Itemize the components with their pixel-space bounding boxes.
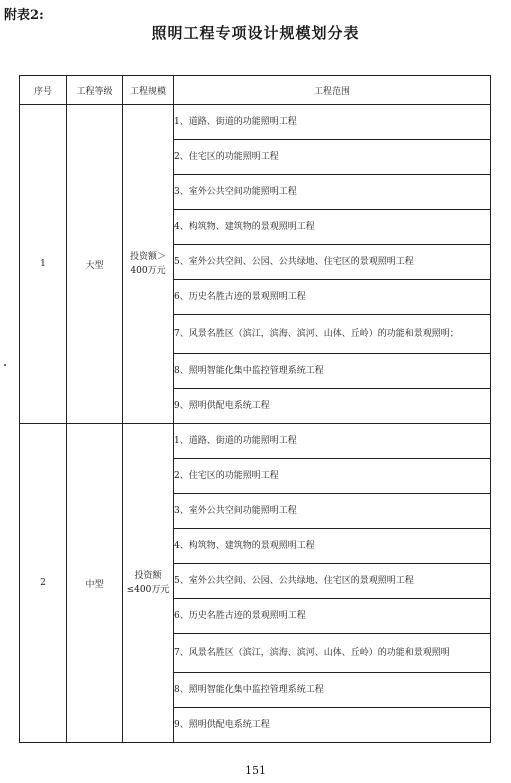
project-grade-cell: 大型 [67, 105, 123, 424]
header-project-grade: 工程等级 [67, 76, 123, 105]
project-scope-cell: 6、历史名胜古迹的景观照明工程 [174, 280, 491, 315]
project-scale-cell: 投资额＞400万元 [123, 105, 174, 424]
project-scope-cell: 1、道路、街道的功能照明工程 [174, 424, 491, 459]
header-serial-number: 序号 [20, 76, 67, 105]
table-row [20, 105, 491, 140]
project-scope-cell: 4、构筑物、建筑物的景观照明工程 [174, 529, 491, 564]
project-scope-cell: 9、照明供配电系统工程 [174, 708, 491, 743]
project-scope-cell: 7、风景名胜区（滨江，滨海、滨河、山体、丘岭）的功能和景观照明 [174, 634, 491, 673]
project-scope-cell: 2、住宅区的功能照明工程 [174, 459, 491, 494]
project-scope-cell: 2、住宅区的功能照明工程 [174, 140, 491, 175]
appendix-label: 附表2: [4, 8, 44, 23]
header-project-scope: 工程范围 [174, 76, 491, 105]
table-header-row [20, 76, 491, 105]
header-project-scale: 工程规模 [123, 76, 174, 105]
serial-number-cell: 2 [20, 424, 67, 743]
table-body [20, 105, 491, 743]
project-grade-cell: 中型 [67, 424, 123, 743]
project-scope-cell: 5、室外公共空间、公园、公共绿地、住宅区的景观照明工程 [174, 245, 491, 280]
project-scope-cell: 9、照明供配电系统工程 [174, 389, 491, 424]
project-scope-cell: 8、照明智能化集中监控管理系统工程 [174, 354, 491, 389]
project-scope-cell: 3、室外公共空间功能照明工程 [174, 175, 491, 210]
document-title: 照明工程专项设计规模划分表 [151, 24, 360, 42]
page-number: 151 [245, 764, 266, 777]
project-scale-table [19, 75, 491, 743]
project-scope-cell: 3、室外公共空间功能照明工程 [174, 494, 491, 529]
project-scope-cell: 4、构筑物、建筑物的景观照明工程 [174, 210, 491, 245]
serial-number-cell: 1 [20, 105, 67, 424]
scan-mark [4, 364, 6, 366]
table-row [20, 424, 491, 459]
project-scope-cell: 5、室外公共空间、公园、公共绿地、住宅区的景观照明工程 [174, 564, 491, 599]
project-scope-cell: 7、风景名胜区（滨江，滨海、滨河、山体、丘岭）的功能和景观照明； [174, 315, 491, 354]
project-scope-cell: 6、历史名胜古迹的景观照明工程 [174, 599, 491, 634]
project-scope-cell: 8、照明智能化集中监控管理系统工程 [174, 673, 491, 708]
project-scale-cell: 投资额≤400万元 [123, 424, 174, 743]
project-scope-cell: 1、道路、街道的功能照明工程 [174, 105, 491, 140]
